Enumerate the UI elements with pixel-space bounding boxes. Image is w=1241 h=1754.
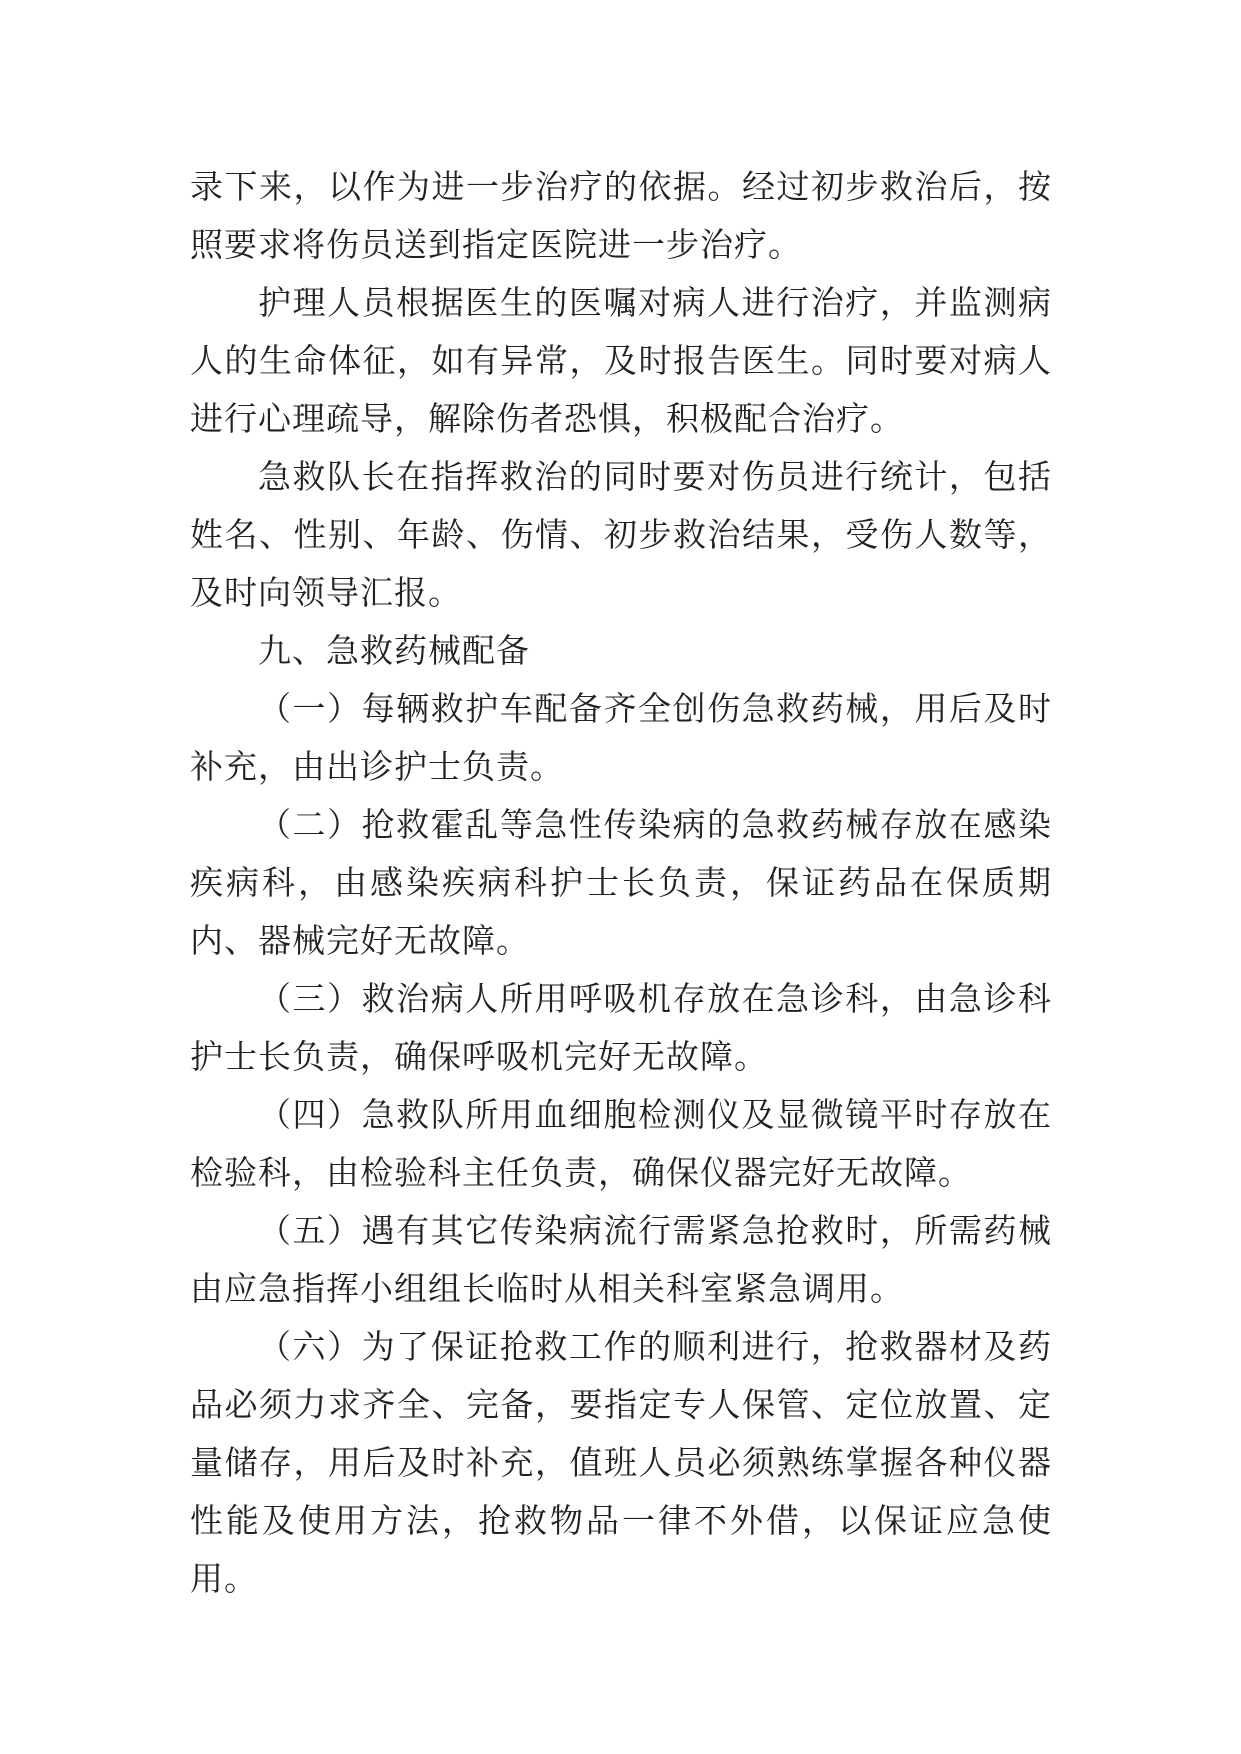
paragraph-team-leader: 急救队长在指挥救治的同时要对伤员进行统计，包括姓名、性别、年龄、伤情、初步救治结果，受伤人数等，及时向领导汇报。 — [190, 457, 1052, 612]
section-heading-equipment: 九、急救药械配备 — [258, 631, 530, 670]
paragraph-item-3: （三）救治病人所用呼吸机存放在急诊科，由急诊科护士长负责，确保呼吸机完好无故障。 — [190, 979, 1052, 1076]
document-body — [190, 158, 1052, 1608]
paragraph-item-5: （五）遇有其它传染病流行需紧急抢救时，所需药械由应急指挥小组组长临时从相关科室紧急调用。 — [190, 1211, 1052, 1308]
paragraph-nursing: 护理人员根据医生的医嘱对病人进行治疗，并监测病人的生命体征，如有异常，及时报告医生。同时要对病人进行心理疏导，解除伤者恐惧，积极配合治疗。 — [190, 283, 1052, 438]
paragraph-continuation: 录下来，以作为进一步治疗的依据。经过初步救治后，按照要求将伤员送到指定医院进一步治疗。 — [190, 167, 1052, 264]
paragraph-item-1: （一）每辆救护车配备齐全创伤急救药械，用后及时补充，由出诊护士负责。 — [190, 689, 1052, 786]
paragraph-item-6: （六）为了保证抢救工作的顺利进行，抢救器材及药品必须力求齐全、完备，要指定专人保管、定位放置、定量储存，用后及时补充，值班人员必须熟练掌握各种仪器性能及使用方法，抢救物品一律不外借，以保证应急使用。 — [190, 1327, 1052, 1598]
paragraph-item-4: （四）急救队所用血细胞检测仪及显微镜平时存放在检验科，由检验科主任负责，确保仪器完好无故障。 — [190, 1095, 1052, 1192]
paragraph-item-2: （二）抢救霍乱等急性传染病的急救药械存放在感染疾病科，由感染疾病科护士长负责，保证药品在保质期内、器械完好无故障。 — [190, 805, 1052, 960]
